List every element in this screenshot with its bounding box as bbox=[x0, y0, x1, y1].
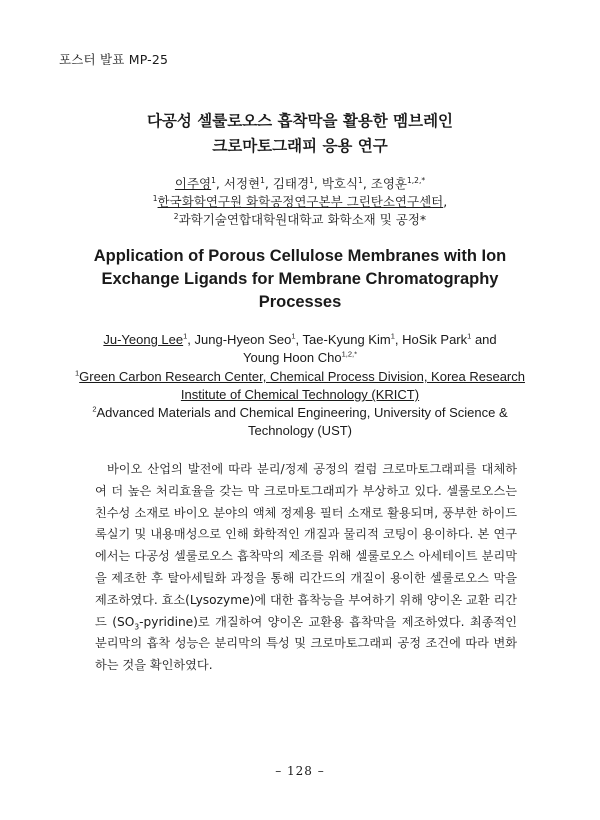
author-sup: 1 bbox=[260, 175, 265, 185]
korean-affiliation-1 bbox=[0, 193, 600, 211]
korean-author-presenter: 이주영 bbox=[174, 176, 212, 191]
korean-affiliation-2-text: 과학기술연합대학원대학교 화학소재 및 공정* bbox=[178, 212, 427, 227]
author-sup: 1,2,* bbox=[341, 349, 357, 359]
abstract-text-1: 바이오 산업의 발전에 따라 분리/정제 공정의 컬럼 크로마토그래피를 대체하여 더 높은 처리효율을 갖는 막 크로마토그래피가 부상하고 있다. 셀룰로오스는 친수성 소재로 바이오 분야의 액체 정제용 필터 소재로 활용되며, 풍부한 하이드록실기 및 내용매성으로 인해 화학적인 개질과 물리적 코팅이 용이하다. 본 연구에서는 다공성 셀룰로오스 흡착막의 제조를 위해 셀룰로오스 아세테이트 분리막을 제조한 후 탈아세틸화 과정을 통해 리간드의 개질이 용이한 셀룰로오스 막을 제조하였다. 효소(Lysozyme)에 대한 흡착능을 부여하기 위해 양이온 교환 리간드 (SO bbox=[95, 462, 517, 629]
english-authors-line-1: Ju-Yeong Lee$^1$, Jung-Hyeon Seo$^1$, Tae-Kyung Kim$^1$, HoSik Park$^1$ and bbox=[103, 331, 497, 347]
affiliation-sup: 1 bbox=[75, 368, 80, 378]
english-title-line-1: Application of Porous Cellulose Membranes with Ion bbox=[93, 247, 507, 265]
english-affiliation-1-line-2 bbox=[0, 386, 600, 404]
abstract-text-2: -pyridine)로 개질하여 양이온 교환용 흡착막을 제조하였다. 최종적인 분리막의 흡착 성능은 분리막의 특성 및 크로마토그래피 공정 조건에 따라 변화하는 것을 확인하였다. bbox=[95, 614, 518, 673]
author-conjunction: and bbox=[474, 332, 497, 347]
english-affiliation-2-line-2: Technology (UST) bbox=[247, 423, 353, 438]
korean-title-line-2: 크로마토그래피 응용 연구 bbox=[212, 137, 388, 155]
korean-author-corresponding: 조영훈 bbox=[370, 176, 408, 191]
english-author-corresponding: Young Hoon Cho bbox=[243, 350, 342, 365]
korean-author: 박호식 bbox=[321, 176, 359, 191]
author-sup: 1 bbox=[390, 331, 395, 341]
author-sup: 1 bbox=[467, 331, 472, 341]
author-sup: 1 bbox=[358, 175, 363, 185]
english-author: Jung-Hyeon Seo bbox=[194, 332, 292, 347]
affiliation-sup: 2 bbox=[173, 211, 179, 221]
affiliation-comma: , bbox=[443, 194, 448, 209]
korean-authors: 이주영$^1$, 서정현$^1$, 김태경$^1$, 박호식$^1$, 조영훈$^{1,2,*}$ bbox=[174, 175, 426, 191]
english-authors-line-2 bbox=[0, 349, 600, 367]
korean-title-line-1: 다공성 셀룰로오스 흡착막을 활용한 멤브레인 bbox=[146, 112, 454, 130]
english-affiliation-1-text-cont: Institute of Chemical Technology (KRICT) bbox=[180, 387, 420, 402]
affiliation-sup: 1 bbox=[152, 193, 158, 203]
korean-affiliation-1-text: 한국화학연구원 화학공정연구본부 그린탄소연구센터 bbox=[157, 194, 444, 209]
english-author-presenter: Ju-Yeong Lee bbox=[103, 332, 184, 347]
english-author: HoSik Park bbox=[402, 332, 468, 347]
korean-affiliation-2 bbox=[0, 211, 600, 229]
english-affiliation-1-line-1 bbox=[0, 368, 600, 386]
author-sup: 1 bbox=[211, 175, 216, 185]
english-affiliation-2-line-1 bbox=[0, 404, 600, 422]
english-title-line-3: Processes bbox=[258, 293, 342, 311]
abstract-body bbox=[95, 459, 517, 677]
english-affiliation-2-text: Advanced Materials and Chemical Engineering, University of Science & bbox=[96, 405, 508, 420]
korean-author: 서정현 bbox=[223, 176, 261, 191]
affiliation-sup: 2 bbox=[92, 404, 97, 414]
author-sup: 1,2,* bbox=[407, 175, 426, 185]
author-sup: 1 bbox=[183, 331, 188, 341]
english-affiliation-1-text: Green Carbon Research Center, Chemical Process Division, Korea Research bbox=[79, 369, 525, 384]
author-sup: 1 bbox=[291, 331, 296, 341]
session-tag: 포스터 발표 MP-25 bbox=[59, 52, 169, 67]
page-number: – 128 – bbox=[275, 764, 325, 778]
english-title-line-2: Exchange Ligands for Membrane Chromatography bbox=[101, 270, 499, 288]
author-sup: 1 bbox=[309, 175, 314, 185]
abstract-subscript: 3 bbox=[134, 622, 140, 632]
korean-author: 김태경 bbox=[272, 176, 310, 191]
english-author: Tae-Kyung Kim bbox=[302, 332, 391, 347]
